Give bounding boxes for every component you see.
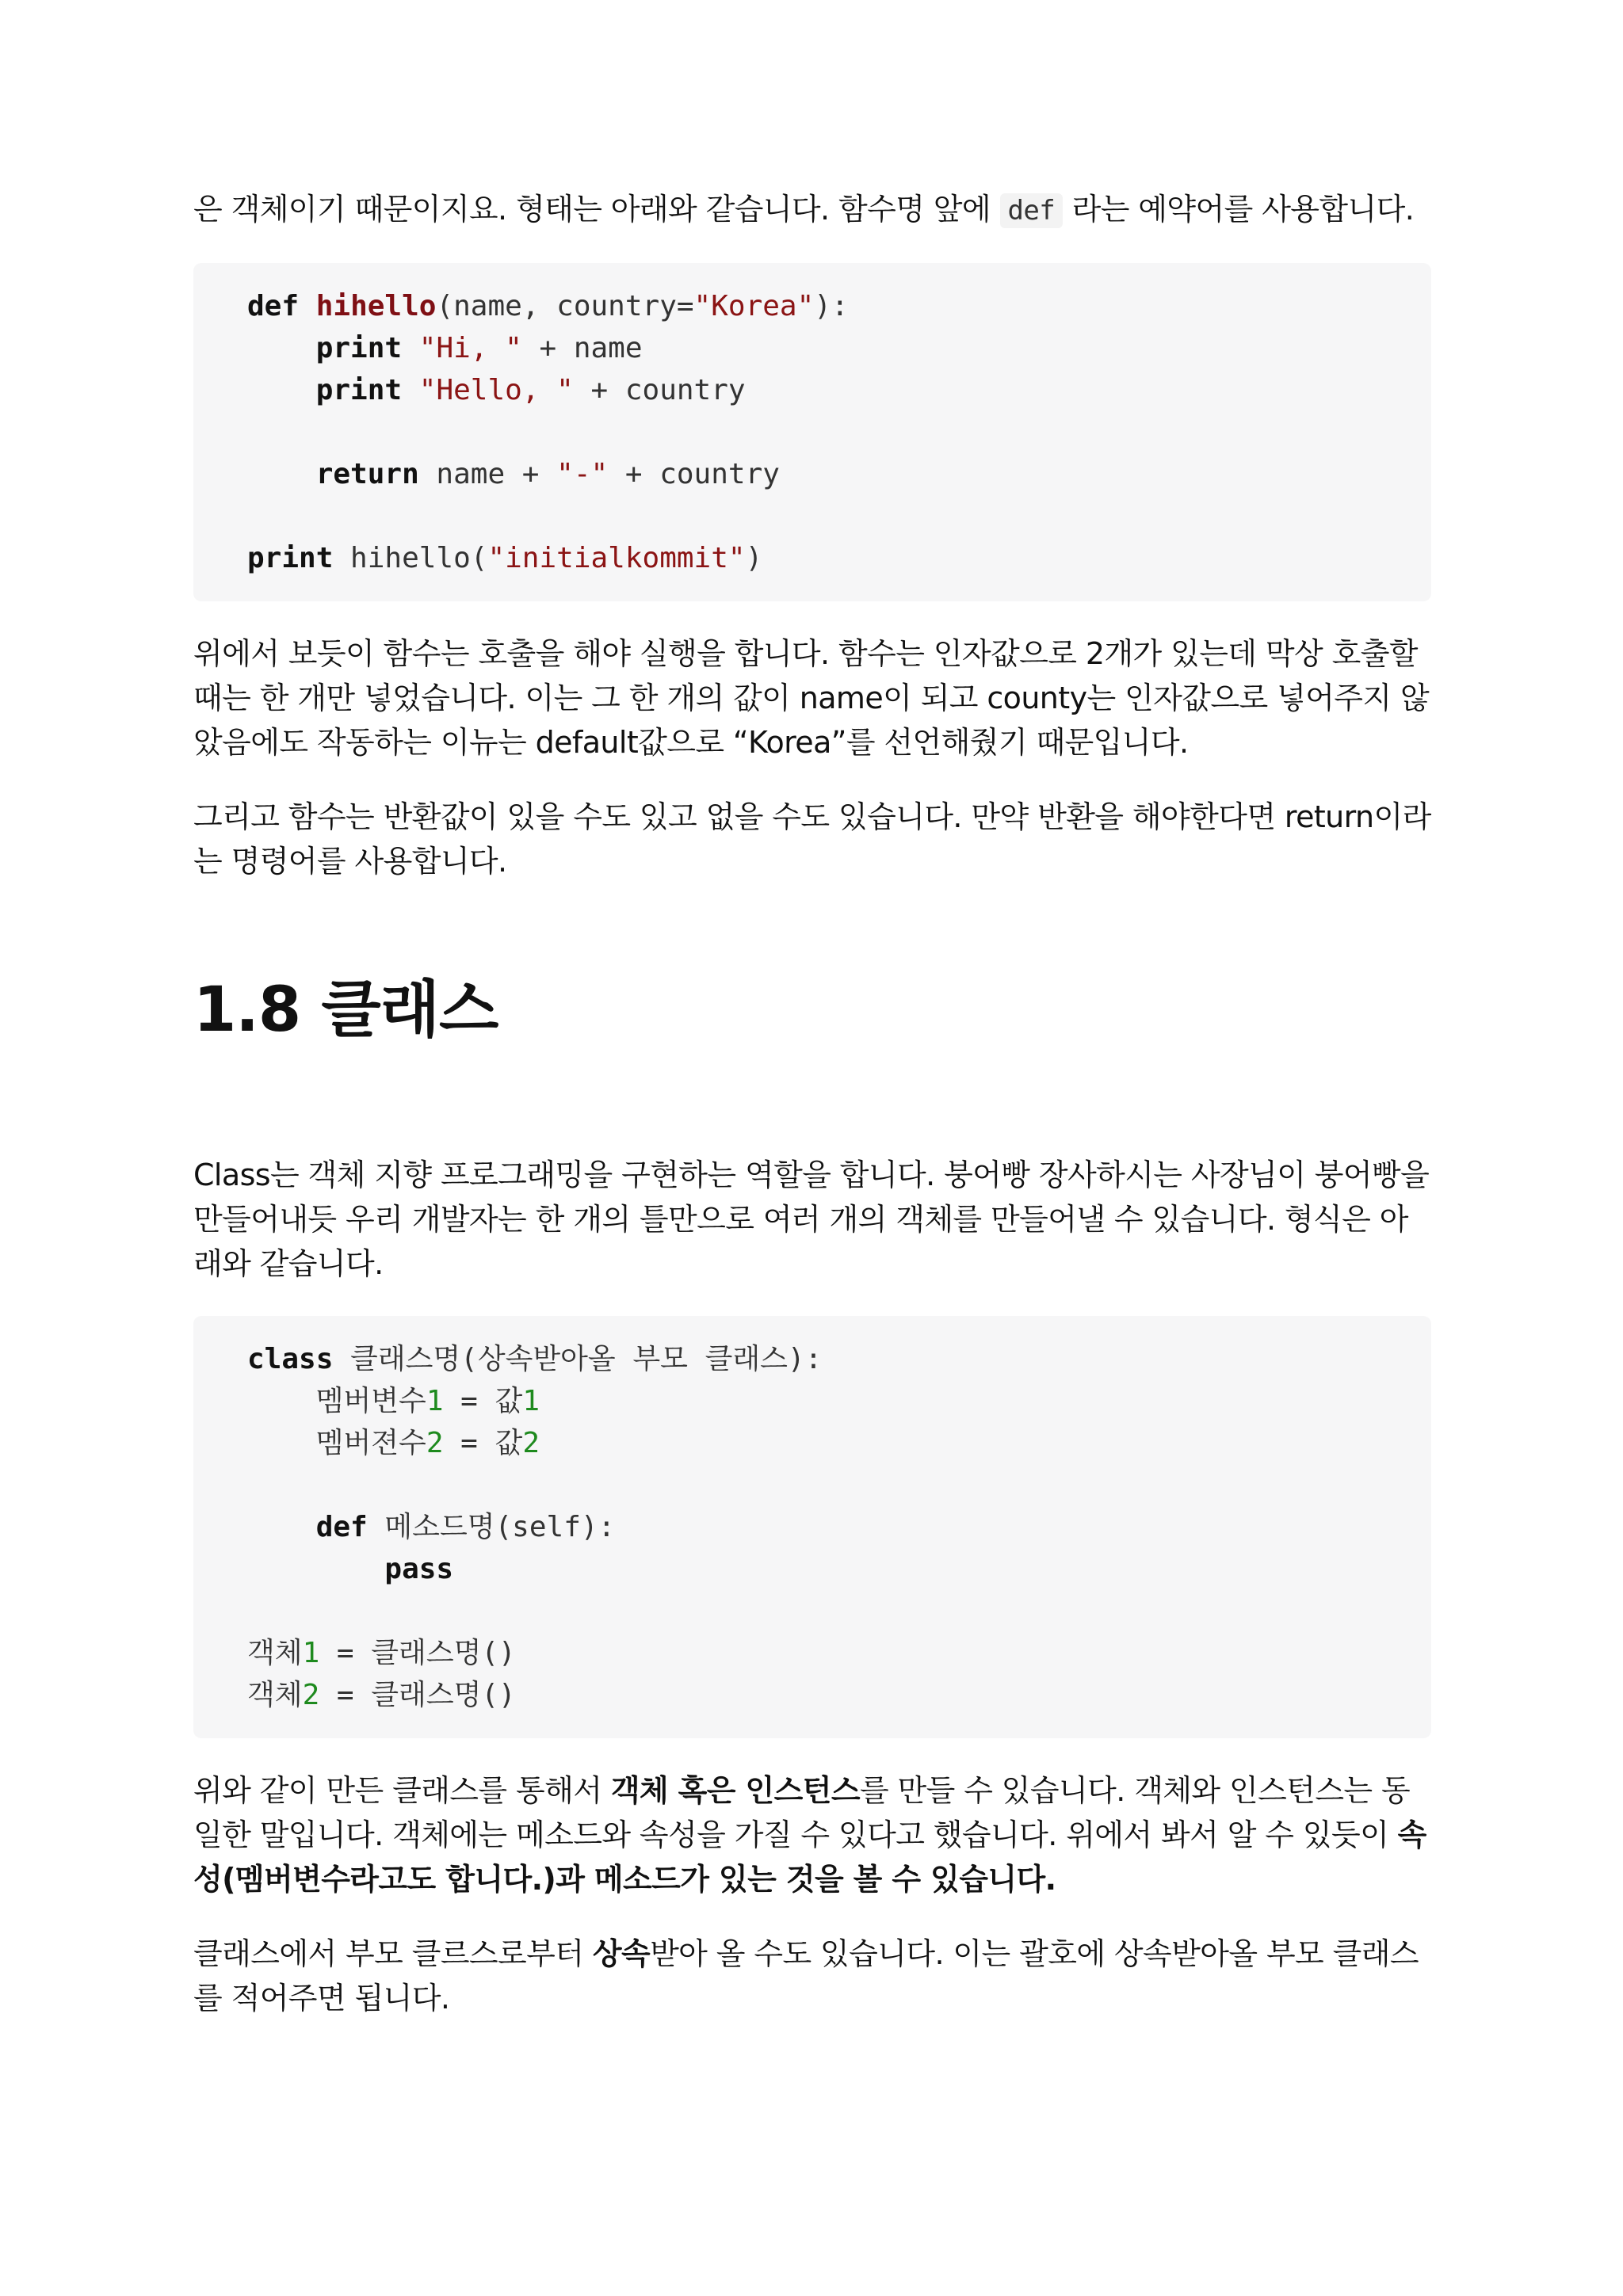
bold-text: 속성(멤버변수라고도 합니다.)과 메소드가 있는 것을 볼 수 있습니다. xyxy=(193,1817,1426,1897)
code-block-function xyxy=(193,263,1431,601)
paragraph-object-instance: 위와 같이 만든 클래스를 통해서 객체 혹은 인스턴스를 만들 수 있습니다. 객체와 인스턴스는 동일한 말입니다. 객체에는 메소드와 속성을 가질 수 있다고 했습니다. 위에서 봐서 알 수 있듯이 속성(멤버변수라고도 합니다.)과 메소드가 있는 것을 볼 수 있습니다. xyxy=(193,1773,1426,1897)
code-line: print "Hello, " + country xyxy=(315,374,746,406)
code-line: return name + "-" + country xyxy=(315,458,780,490)
intro-text-after: 라는 예약어를 사용합니다. xyxy=(1063,192,1415,227)
document-body xyxy=(193,187,1431,2020)
paragraph-return: 그리고 함수는 반환값이 있을 수도 있고 없을 수도 있습니다. 만약 반환을 해야한다면 return이라는 명령어를 사용합니다. xyxy=(193,799,1431,879)
code-line: 객체2 = 클래스명() xyxy=(247,1679,516,1711)
code-line: 멤버젼수2 = 값2 xyxy=(247,1427,540,1459)
paragraph-inheritance: 클래스에서 부모 클르스로부터 상속받아 올 수도 있습니다. 이는 괄호에 상속받아올 부모 클래스를 적어주면 됩니다. xyxy=(193,1936,1419,2016)
intro-text-before: 은 객체이기 때문이지요. 형태는 아래와 같습니다. 함수명 앞에 xyxy=(193,192,1000,227)
code-line-blank xyxy=(247,411,1431,453)
code-line: def 메소드명(self): xyxy=(315,1511,616,1543)
paragraph-class-intro: Class는 객체 지향 프로그래밍을 구현하는 역할을 합니다. 붕어빵 장사하시는 사장님이 붕어빵을 만들어내듯 우리 개발자는 한 개의 틀만으로 여러 개의 객체를 만들어낼 수 있습니다. 형식은 아래와 같습니다. xyxy=(193,1158,1430,1281)
code-line-blank xyxy=(247,1464,1431,1506)
code-line: pass xyxy=(384,1553,454,1585)
bold-text: 객체 혹은 인스턴스 xyxy=(610,1773,860,1808)
inline-code-def: def xyxy=(1000,193,1064,228)
code-line: 멤버변수1 = 값1 xyxy=(247,1385,540,1417)
section-heading: 1.8 클래스 xyxy=(193,974,498,1046)
bold-text: 상속 xyxy=(592,1936,651,1971)
paragraph-function-call: 위에서 보듯이 함수는 호출을 해야 실행을 합니다. 함수는 인자값으로 2개가 있는데 막상 호출할 때는 한 개만 넣었습니다. 이는 그 한 개의 값이 name이 되고 county는 인자값으로 넣어주지 않았음에도 작동하는 이뉴는 default값으로 “Korea”를 선언해줬기 때문입니다. xyxy=(193,636,1430,760)
code-block-class xyxy=(193,1316,1431,1738)
intro-paragraph xyxy=(193,187,1431,233)
code-line: 객체1 = 클래스명() xyxy=(247,1637,516,1669)
code-line-blank xyxy=(247,1590,1431,1632)
function-name: hihello xyxy=(315,290,437,322)
code-line: print "Hi, " + name xyxy=(315,332,643,364)
code-line: print hihello("initialkommit") xyxy=(247,542,763,574)
code-line-blank xyxy=(247,495,1431,537)
code-line: class 클래스명(상속받아올 부모 클래스): xyxy=(247,1343,823,1375)
code-line: def hihello(name, country="Korea"): xyxy=(247,290,849,322)
